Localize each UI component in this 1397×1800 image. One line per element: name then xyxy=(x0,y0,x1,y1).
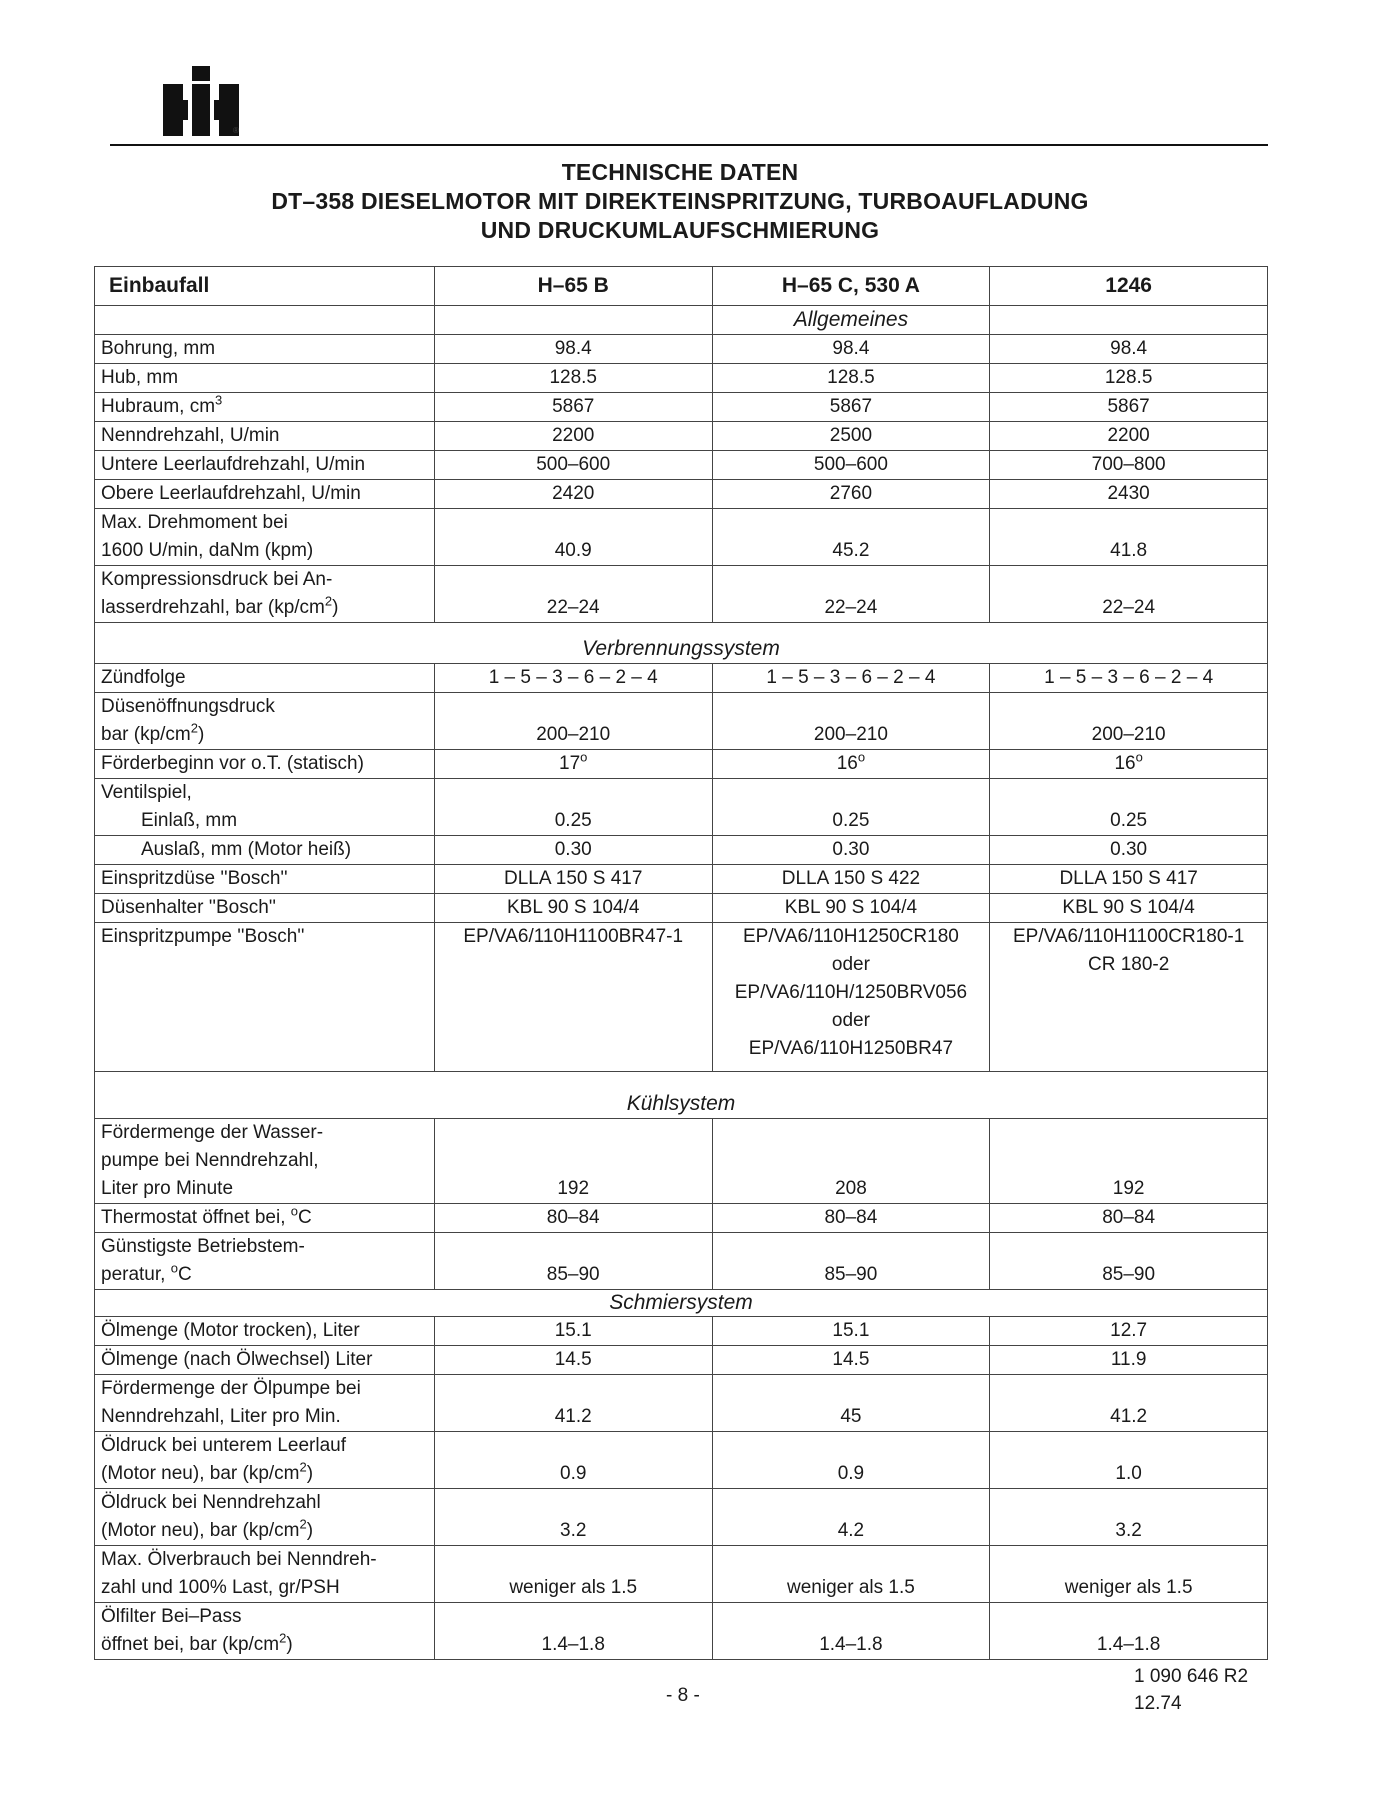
document-reference xyxy=(1134,1663,1248,1717)
cell-value: weniger als 1.5 xyxy=(712,1546,990,1603)
label-line: Günstigste Betriebstem- xyxy=(101,1236,305,1257)
label-text: (Motor neu), bar (kp/cm xyxy=(101,1520,300,1541)
row-label xyxy=(95,509,435,566)
cell-value: 3.2 xyxy=(434,1489,712,1546)
table-row xyxy=(95,509,1268,566)
cell-value xyxy=(434,750,712,779)
cell-value: 500–600 xyxy=(712,451,990,480)
cell-value: 1 – 5 – 3 – 6 – 2 – 4 xyxy=(434,664,712,693)
column-header: H–65 B xyxy=(434,267,712,306)
ih-logo xyxy=(163,66,239,136)
label-text: Hubraum, cm xyxy=(101,396,216,417)
pump-model: EP/VA6/110H1250CR180 xyxy=(743,926,959,947)
table-row xyxy=(95,1204,1268,1233)
pump-model: EP/VA6/110H/1250BRV056 xyxy=(734,982,968,1003)
cell-value xyxy=(712,923,990,1072)
row-label xyxy=(95,693,435,750)
cell-value: 0.30 xyxy=(712,836,990,865)
row-label: Zündfolge xyxy=(95,664,435,693)
cell-value: 200–210 xyxy=(990,693,1268,750)
logo-left-notch xyxy=(180,100,188,120)
row-label xyxy=(95,1432,435,1489)
superscript: 2 xyxy=(190,720,198,736)
table-row xyxy=(95,1317,1268,1346)
logo-dot xyxy=(192,66,210,81)
cell-value xyxy=(712,750,990,779)
label-text: ) xyxy=(306,1520,314,1541)
label-line: Öldruck bei unterem Leerlauf xyxy=(101,1435,347,1456)
superscript: 2 xyxy=(324,593,333,609)
row-label: Einspritzpumpe ''Bosch'' xyxy=(95,923,435,1072)
row-label: Ölmenge (nach Ölwechsel) Liter xyxy=(95,1346,435,1375)
label-line: Nenndrehzahl, Liter pro Min. xyxy=(101,1406,341,1427)
title-line-3: UND DRUCKUMLAUFSCHMIERUNG xyxy=(480,217,880,243)
superscript: 3 xyxy=(215,392,223,408)
pump-or: oder xyxy=(831,1010,870,1031)
section-row xyxy=(95,1290,1268,1317)
cell-value: 128.5 xyxy=(990,364,1268,393)
label-line: Öldruck bei Nenndrehzahl xyxy=(101,1492,321,1513)
row-label xyxy=(95,1204,435,1233)
cell-value: 5867 xyxy=(990,393,1268,422)
label-line: Ölfilter Bei–Pass xyxy=(101,1606,242,1627)
table-row xyxy=(95,750,1268,779)
cell-value: 192 xyxy=(990,1119,1268,1204)
table-row xyxy=(95,451,1268,480)
section-title: Kühlsystem xyxy=(95,1072,1268,1119)
label-line: pumpe bei Nenndrehzahl, xyxy=(101,1150,319,1171)
row-label: Ölmenge (Motor trocken), Liter xyxy=(95,1317,435,1346)
cell-value: 2200 xyxy=(434,422,712,451)
label-text: ) xyxy=(306,1463,314,1484)
column-header: Einbaufall xyxy=(95,267,435,306)
label-line xyxy=(101,721,428,749)
empty-cell xyxy=(434,306,712,335)
cell-value: 15.1 xyxy=(712,1317,990,1346)
section-title: Schmiersystem xyxy=(95,1290,1268,1317)
cell-value: 14.5 xyxy=(434,1346,712,1375)
table-row xyxy=(95,480,1268,509)
cell-value: KBL 90 S 104/4 xyxy=(434,894,712,923)
row-label xyxy=(95,836,435,865)
cell-value: 80–84 xyxy=(434,1204,712,1233)
label-line: zahl und 100% Last, gr/PSH xyxy=(101,1577,340,1598)
cell-value: 85–90 xyxy=(434,1233,712,1290)
cell-value: 22–24 xyxy=(434,566,712,623)
cell-value: 200–210 xyxy=(712,693,990,750)
cell-value: 200–210 xyxy=(434,693,712,750)
cell-value: 1 – 5 – 3 – 6 – 2 – 4 xyxy=(712,664,990,693)
degree-mark: o xyxy=(290,1203,298,1219)
row-label: Nenndrehzahl, U/min xyxy=(95,422,435,451)
row-label xyxy=(95,393,435,422)
cell-value: 0.25 xyxy=(990,779,1268,836)
cell-value: 80–84 xyxy=(990,1204,1268,1233)
section-title: Allgemeines xyxy=(712,306,990,335)
cell-value: 2420 xyxy=(434,480,712,509)
degree-mark: o xyxy=(170,1260,178,1276)
row-label: Obere Leerlaufdrehzahl, U/min xyxy=(95,480,435,509)
cell-value: 41.8 xyxy=(990,509,1268,566)
pump-model: EP/VA6/110H1100BR47-1 xyxy=(463,926,684,947)
row-label: Hub, mm xyxy=(95,364,435,393)
pump-model: CR 180-2 xyxy=(1087,954,1170,975)
cell-value: DLLA 150 S 417 xyxy=(434,865,712,894)
pump-model: EP/VA6/110H1100CR180-1 xyxy=(1012,926,1245,947)
cell-value: DLLA 150 S 422 xyxy=(712,865,990,894)
table-row xyxy=(95,1346,1268,1375)
label-text: ) xyxy=(286,1634,293,1655)
registered-mark: ® xyxy=(233,126,239,135)
superscript: 2 xyxy=(299,1516,307,1532)
label-text: ) xyxy=(332,597,339,618)
cell-value: KBL 90 S 104/4 xyxy=(990,894,1268,923)
table-row xyxy=(95,1233,1268,1290)
degree-mark: o xyxy=(857,749,866,765)
table-row xyxy=(95,836,1268,865)
table-row xyxy=(95,422,1268,451)
row-label xyxy=(95,1603,435,1660)
cell-value: 0.30 xyxy=(990,836,1268,865)
label-line xyxy=(101,1460,428,1488)
cell-value: 14.5 xyxy=(712,1346,990,1375)
part-number: 1 090 646 R2 xyxy=(1134,1666,1249,1687)
table-row xyxy=(95,923,1268,1072)
cell-value: 5867 xyxy=(712,393,990,422)
section-title: Verbrennungssystem xyxy=(95,623,1268,664)
row-label xyxy=(95,779,435,836)
degree-mark: o xyxy=(580,749,588,765)
cell-value xyxy=(990,750,1268,779)
label-line: Max. Drehmoment bei xyxy=(101,512,288,533)
title-line-2: DT–358 DIESELMOTOR MIT DIREKTEINSPRITZUNG, TURBOAUFLADUNG xyxy=(271,188,1089,214)
label-line: Ventilspiel, xyxy=(101,782,192,803)
cell-value: 2500 xyxy=(712,422,990,451)
issue-date: 12.74 xyxy=(1134,1693,1182,1714)
spec-table xyxy=(94,266,1268,1660)
label-text: (Motor neu), bar (kp/cm xyxy=(101,1463,300,1484)
cell-value: 0.25 xyxy=(712,779,990,836)
cell-value: 22–24 xyxy=(712,566,990,623)
cell-value: 45 xyxy=(712,1375,990,1432)
pump-or: oder xyxy=(831,954,870,975)
column-header: H–65 C, 530 A xyxy=(712,267,990,306)
cell-value: 22–24 xyxy=(990,566,1268,623)
label-text: lasserdrehzahl, bar (kp/cm xyxy=(101,597,325,618)
cell-value: 4.2 xyxy=(712,1489,990,1546)
title-line-1: TECHNISCHE DATEN xyxy=(561,159,799,185)
row-label: Düsenhalter ''Bosch'' xyxy=(95,894,435,923)
table-header-row xyxy=(95,267,1268,306)
row-label xyxy=(95,566,435,623)
label-text: C xyxy=(297,1207,312,1228)
table-row xyxy=(95,1546,1268,1603)
cell-value: 85–90 xyxy=(712,1233,990,1290)
cell-value: 1.4–1.8 xyxy=(712,1603,990,1660)
table-row xyxy=(95,566,1268,623)
label-line: Max. Ölverbrauch bei Nenndreh- xyxy=(101,1549,377,1570)
row-label xyxy=(95,1546,435,1603)
cell-value: 192 xyxy=(434,1119,712,1204)
cell-value: 1.0 xyxy=(990,1432,1268,1489)
section-row xyxy=(95,306,1268,335)
empty-cell xyxy=(95,306,435,335)
cell-value: 40.9 xyxy=(434,509,712,566)
label-text: peratur, xyxy=(101,1264,171,1285)
row-label xyxy=(95,1119,435,1204)
value-text: 17 xyxy=(559,753,581,774)
table-row xyxy=(95,393,1268,422)
label-text: Thermostat öffnet bei, xyxy=(101,1207,291,1228)
cell-value xyxy=(990,923,1268,1072)
cell-value: 45.2 xyxy=(712,509,990,566)
cell-value: 128.5 xyxy=(712,364,990,393)
cell-value: 0.9 xyxy=(712,1432,990,1489)
value-text: 16 xyxy=(1114,753,1136,774)
logo-center-bar xyxy=(192,84,210,136)
cell-value: 0.25 xyxy=(434,779,712,836)
cell-value: 2430 xyxy=(990,480,1268,509)
label-text: ) xyxy=(197,724,205,745)
cell-value: 500–600 xyxy=(434,451,712,480)
pump-model: EP/VA6/110H1250BR47 xyxy=(748,1038,954,1059)
cell-value: DLLA 150 S 417 xyxy=(990,865,1268,894)
cell-value: weniger als 1.5 xyxy=(990,1546,1268,1603)
cell-value: 0.30 xyxy=(434,836,712,865)
label-line xyxy=(101,594,428,622)
label-line: Fördermenge der Wasser- xyxy=(101,1122,324,1143)
cell-value: 1.4–1.8 xyxy=(990,1603,1268,1660)
header-rule xyxy=(110,144,1268,146)
label-line xyxy=(101,1261,428,1289)
cell-value: KBL 90 S 104/4 xyxy=(712,894,990,923)
cell-value: 2200 xyxy=(990,422,1268,451)
section-row xyxy=(95,1072,1268,1119)
cell-value: 2760 xyxy=(712,480,990,509)
table-row xyxy=(95,693,1268,750)
cell-value: 5867 xyxy=(434,393,712,422)
empty-cell xyxy=(990,306,1268,335)
cell-value: 1.4–1.8 xyxy=(434,1603,712,1660)
cell-value: 98.4 xyxy=(712,335,990,364)
page-title xyxy=(110,158,1250,245)
cell-value: 41.2 xyxy=(990,1375,1268,1432)
cell-value: 3.2 xyxy=(990,1489,1268,1546)
label-line: Liter pro Minute xyxy=(101,1178,234,1199)
value-text: 16 xyxy=(836,753,858,774)
table-row xyxy=(95,1603,1268,1660)
cell-value: 700–800 xyxy=(990,451,1268,480)
table-row xyxy=(95,364,1268,393)
label-line: Einlaß, mm xyxy=(141,810,238,831)
cell-value: 15.1 xyxy=(434,1317,712,1346)
row-label: Bohrung, mm xyxy=(95,335,435,364)
label-line: Düsenöffnungsdruck xyxy=(101,696,275,717)
cell-value: 85–90 xyxy=(990,1233,1268,1290)
table-row xyxy=(95,1119,1268,1204)
superscript: 2 xyxy=(299,1459,307,1475)
cell-value: 0.9 xyxy=(434,1432,712,1489)
row-label xyxy=(95,1233,435,1290)
row-label xyxy=(95,1375,435,1432)
cell-value: 1 – 5 – 3 – 6 – 2 – 4 xyxy=(990,664,1268,693)
label-text: bar (kp/cm xyxy=(101,724,191,745)
cell-value: 128.5 xyxy=(434,364,712,393)
cell-value: 208 xyxy=(712,1119,990,1204)
column-header: 1246 xyxy=(990,267,1268,306)
row-label: Einspritzdüse ''Bosch'' xyxy=(95,865,435,894)
label-line xyxy=(101,1517,428,1545)
cell-value: 12.7 xyxy=(990,1317,1268,1346)
label-line xyxy=(101,1631,428,1659)
table-row xyxy=(95,865,1268,894)
table-row xyxy=(95,1375,1268,1432)
row-label: Förderbeginn vor o.T. (statisch) xyxy=(95,750,435,779)
label-text: öffnet bei, bar (kp/cm xyxy=(101,1634,280,1655)
label-line: Fördermenge der Ölpumpe bei xyxy=(101,1378,361,1399)
cell-value: 11.9 xyxy=(990,1346,1268,1375)
table-row xyxy=(95,664,1268,693)
cell-value: 41.2 xyxy=(434,1375,712,1432)
label-text: Auslaß, mm (Motor heiß) xyxy=(141,839,352,860)
row-label xyxy=(95,1489,435,1546)
cell-value: 98.4 xyxy=(990,335,1268,364)
page-number: - 8 - xyxy=(666,1685,700,1706)
cell-value: weniger als 1.5 xyxy=(434,1546,712,1603)
degree-mark: o xyxy=(1135,749,1143,765)
table-row xyxy=(95,779,1268,836)
cell-value: 98.4 xyxy=(434,335,712,364)
cell-value xyxy=(434,923,712,1072)
label-line: 1600 U/min, daNm (kpm) xyxy=(101,540,314,561)
section-row xyxy=(95,623,1268,664)
label-text: C xyxy=(177,1264,192,1285)
row-label: Untere Leerlaufdrehzahl, U/min xyxy=(95,451,435,480)
table-row xyxy=(95,1489,1268,1546)
table-row xyxy=(95,1432,1268,1489)
cell-value: 80–84 xyxy=(712,1204,990,1233)
table-row xyxy=(95,335,1268,364)
label-line: Kompressionsdruck bei An- xyxy=(101,569,333,590)
superscript: 2 xyxy=(279,1630,287,1646)
table-row xyxy=(95,894,1268,923)
